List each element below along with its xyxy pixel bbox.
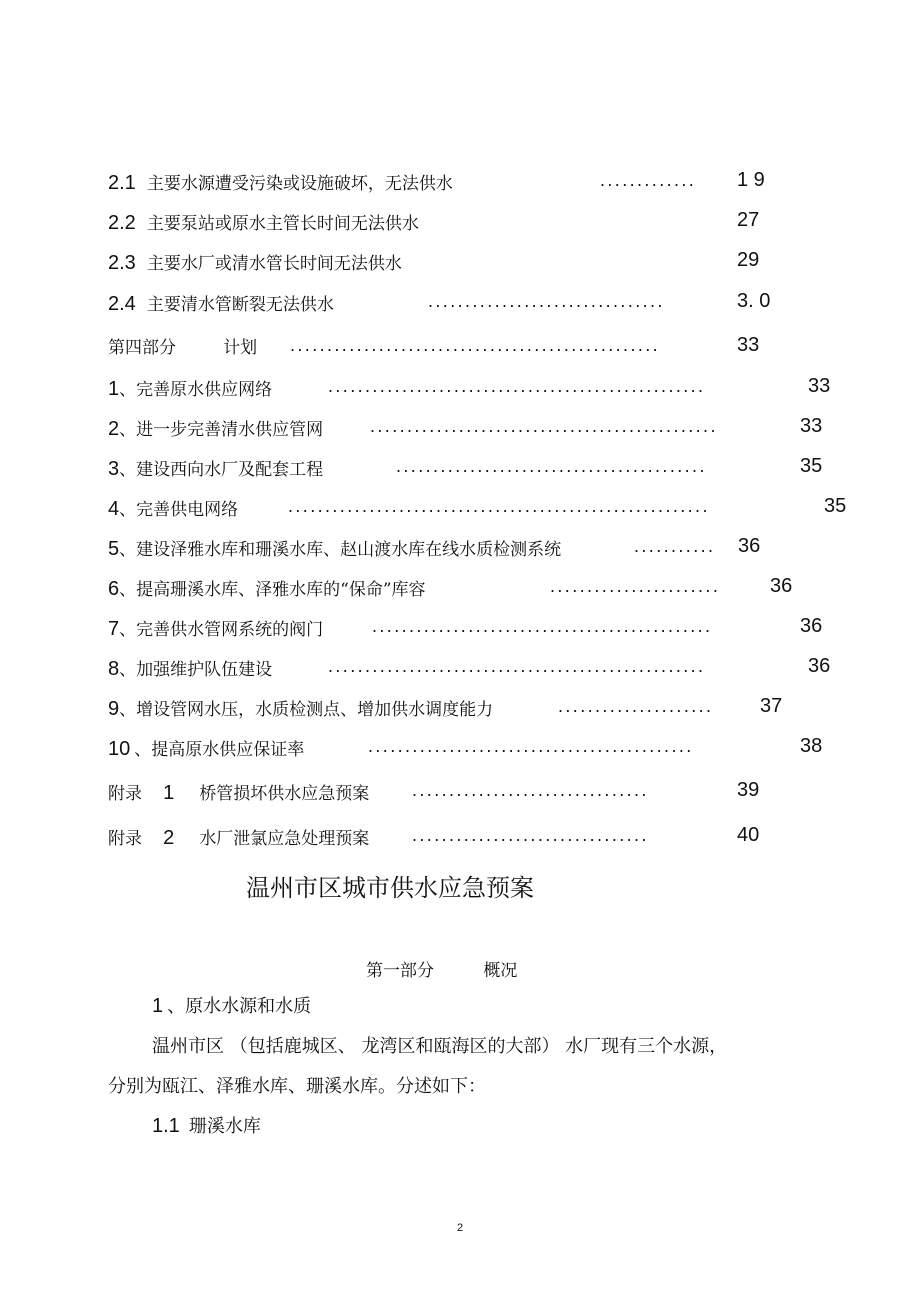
toc-title: 、提高珊溪水库、泽雅水库的“保命”库容	[119, 580, 426, 600]
toc-entry-3[interactable]	[108, 455, 323, 483]
toc-entry-9[interactable]	[108, 695, 493, 723]
toc-leader: .......................	[550, 576, 721, 596]
toc-number: 1	[108, 378, 120, 400]
toc-entry-2-4[interactable]	[108, 290, 334, 318]
heading-number: 1.1	[152, 1115, 180, 1137]
toc-title: 、建设泽雅水库和珊溪水库、赵山渡水库在线水质检测系统	[119, 540, 562, 560]
toc-entry-4[interactable]	[108, 495, 238, 523]
toc-page: 29	[737, 249, 760, 271]
toc-page: 33	[737, 334, 760, 356]
toc-page: 38	[800, 735, 823, 757]
toc-number: 2.4	[108, 293, 136, 315]
toc-page: 35	[824, 495, 847, 517]
toc-page: 33	[800, 415, 823, 437]
toc-title: 主要泵站或原水主管长时间无法供水	[146, 214, 419, 234]
toc-leader: ...........	[634, 536, 716, 556]
toc-page: 36	[770, 575, 793, 597]
toc-entry-2-1[interactable]	[108, 169, 453, 197]
toc-title: 计划	[223, 338, 258, 358]
toc-number: 7	[108, 618, 120, 640]
toc-page: 37	[760, 695, 783, 717]
toc-entry-2-3[interactable]	[108, 249, 402, 277]
toc-leader: .............	[600, 170, 697, 190]
toc-leader: .........................................................	[288, 496, 710, 516]
heading-1	[152, 992, 311, 1018]
toc-title: 、建设西向水厂及配套工程	[119, 460, 324, 480]
toc-number: 4	[108, 498, 120, 520]
toc-number: 2	[108, 418, 120, 440]
toc-title: 、完善原水供应网络	[119, 380, 273, 400]
toc-title: 主要清水管断裂无法供水	[146, 295, 334, 315]
toc-number: 5	[108, 538, 120, 560]
section-label: 第一部分	[366, 961, 434, 981]
toc-title: 、完善供水管网系统的阀门	[119, 620, 324, 640]
toc-number: 附录	[108, 829, 142, 849]
toc-leader: ................................	[428, 291, 665, 311]
toc-entry-2[interactable]	[108, 415, 323, 443]
toc-number: 第四部分	[108, 338, 176, 358]
toc-page: 3. 0	[737, 290, 771, 312]
toc-page: 35	[800, 455, 823, 477]
toc-page: 39	[737, 779, 760, 801]
toc-number: 10	[108, 738, 131, 760]
toc-page: 1 9	[737, 169, 765, 191]
toc-entry-6[interactable]	[108, 575, 426, 603]
toc-title: 、进一步完善清水供应管网	[119, 420, 324, 440]
paragraph-line: 温州市区 （包括鹿城区、 龙湾区和瓯海区的大部） 水厂现有三个水源，	[152, 1036, 728, 1057]
section-name: 概况	[483, 961, 518, 981]
heading-1-1	[152, 1112, 261, 1138]
toc-entry-7[interactable]	[108, 615, 323, 643]
toc-number: 2.3	[108, 252, 136, 274]
paragraph-line: 分别为瓯江、泽雅水库、珊溪水库。分述如下：	[108, 1076, 486, 1097]
toc-number: 9	[108, 698, 120, 720]
toc-page: 27	[737, 209, 760, 231]
section-title	[366, 956, 517, 981]
toc-leader: ..........................................	[396, 456, 707, 476]
toc-page: 36	[738, 535, 761, 557]
toc-entry-5[interactable]	[108, 535, 561, 563]
toc-entry-2-2[interactable]	[108, 209, 419, 237]
toc-entry-appendix-1[interactable]	[108, 779, 369, 807]
toc-entry-1[interactable]	[108, 375, 272, 403]
heading-text: 、原水水源和水质	[167, 996, 312, 1017]
heading-text: 珊溪水库	[188, 1116, 261, 1137]
toc-leader: ...................................................	[328, 656, 706, 676]
toc-title: 、完善供电网络	[119, 500, 239, 520]
toc-appendix-number: 1	[163, 782, 175, 804]
toc-title: 水厂泄氯应急处理预案	[199, 829, 370, 849]
toc-number: 2.1	[108, 172, 136, 194]
toc-title: 、加强维护队伍建设	[119, 660, 273, 680]
toc-leader: ..................................................	[290, 335, 661, 355]
toc-page: 36	[800, 615, 823, 637]
toc-leader: ............................................	[368, 736, 694, 756]
toc-number: 2.2	[108, 212, 136, 234]
toc-page: 36	[808, 655, 831, 677]
toc-entry-appendix-2[interactable]	[108, 824, 369, 852]
toc-leader: ..............................................	[372, 616, 713, 636]
toc-title: 、提高原水供应保证率	[134, 740, 305, 760]
toc-title: 桥管损坏供水应急预案	[199, 784, 370, 804]
toc-title: 主要水厂或清水管长时间无法供水	[146, 254, 402, 274]
toc-entry-part-4[interactable]	[108, 334, 257, 362]
toc-number: 6	[108, 578, 120, 600]
toc-title: 、增设管网水压，水质检测点、增加供水调度能力	[119, 700, 494, 720]
toc-leader: ................................	[412, 825, 649, 845]
toc-leader: ...................................................	[328, 376, 706, 396]
toc-leader: ...............................................	[370, 416, 718, 436]
heading-number: 1	[152, 995, 164, 1017]
toc-title: 主要水源遭受污染或设施破坏，无法供水	[146, 174, 453, 194]
toc-number: 附录	[108, 784, 142, 804]
toc-page: 33	[808, 375, 831, 397]
toc-leader: ................................	[412, 780, 649, 800]
toc-entry-10[interactable]	[108, 735, 304, 763]
toc-number: 8	[108, 658, 120, 680]
document-title: 温州市区城市供水应急预案	[246, 874, 534, 902]
toc-leader: .....................	[558, 696, 714, 716]
toc-page: 40	[737, 824, 760, 846]
toc-entry-8[interactable]	[108, 655, 272, 683]
page-number: 2	[457, 1222, 464, 1234]
toc-number: 3	[108, 458, 120, 480]
toc-appendix-number: 2	[163, 827, 175, 849]
